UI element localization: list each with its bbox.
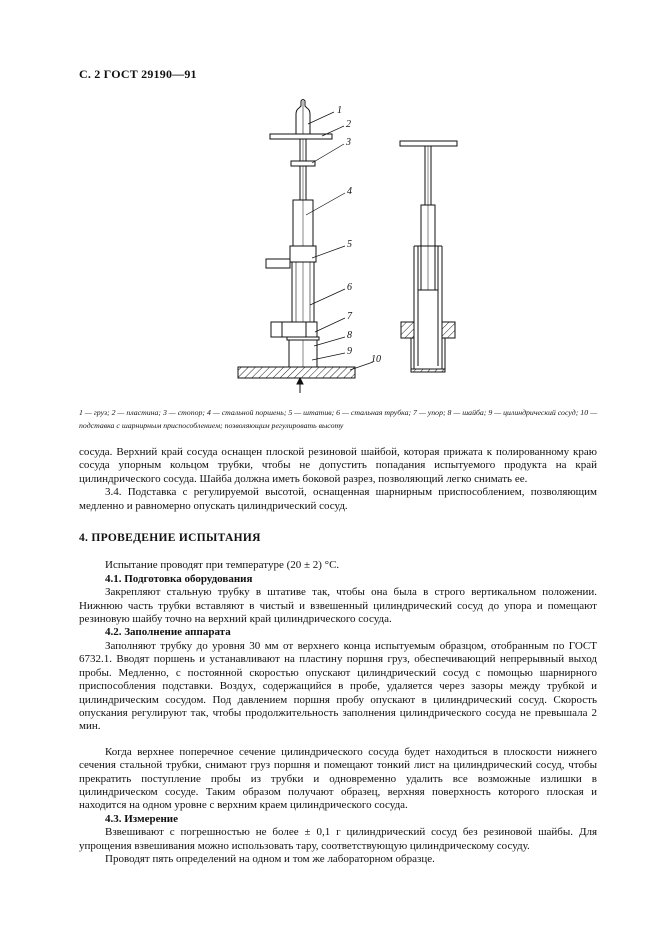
label-5: 5 [347,239,352,250]
subsection-4-1: 4.1. Подготовка оборудования [105,572,253,585]
label-10: 10 [371,354,381,365]
paragraph-4-2: Заполняют трубку до уровня 30 мм от верхнего конца испытуемым образцом, отобранным по ГОСТ 6732.1. Вводят поршень и устанавливают на пластину поршня груз, обеспечивающий непрерывный выход пробы. Медленно, с постоянной скоростью опускают цилиндрический сосуд с помощью шарнирного приспособления подставки. Воздух, содержащийся в пробе, удаляется через зазоры между трубкой и цилиндрическим сосудом. Под давлением поршня пробу опускают в цилиндрический сосуд. Скорость опускания регулируют так, чтобы продолжительность заполнения цилиндрического сосуда не превышала 2 мин. [79,639,597,733]
paragraph-1: сосуда. Верхний край сосуда оснащен плоской резиновой шайбой, которая прижата к полированному краю сосуда упорным кольцом трубки, чтобы не допустить попадания испытуемого продукта на край цилиндрического сосуда. Шайба должна иметь боковой разрез, позволяющий легко снимать ее. [79,446,597,485]
paragraph-4-3-b: Проводят пять определений на одном и том же лабораторном образце. [105,852,435,865]
apparatus-left [238,100,355,394]
subsection-4-3: 4.3. Измерение [105,812,179,825]
paragraph-3-4: 3.4. Подставка с регулируемой высотой, оснащенная шарнирным приспособлением, позволяющим медленно и равномерно опускать цилиндрический сосуд. [79,486,597,512]
label-8: 8 [347,330,352,341]
leader-lines [306,112,373,370]
paragraph-4-2-b: Когда верхнее поперечное сечение цилиндрического сосуда будет находиться в плоскости нижнего сечения стальной трубки, снимают груз поршня и помещают тонкий лист на цилиндрический сосуд, чтобы прекратить поступление пробы из трубки и одновременно удалить все возможные излишки в цилиндрическом сосуде. Таким образом получают образец, верхняя поверхность которого плоская и находится на одном уровне с верхним краем цилиндрического сосуда. [79,745,597,812]
label-9: 9 [347,346,352,357]
subsection-4-2: 4.2. Заполнение аппарата [105,626,231,639]
body-text [79,446,597,866]
label-7: 7 [347,311,352,322]
label-1: 1 [337,105,342,116]
figure-caption: 1 — груз; 2 — пластина; 3 — стопор; 4 — стальной поршень; 5 — штатив; 6 — стальная трубка; 7 — упор; 8 — шайба; 9 — цилиндрический сосуд; 10 — подставка с шарнирным приспособлением; позволяющим регулировать высоту [79,408,597,430]
page-header: С. 2 ГОСТ 29190—91 [79,67,197,81]
label-6: 6 [347,282,352,293]
label-3: 3 [346,137,351,148]
paragraph-4-1: Закрепляют стальную трубку в штативе так, чтобы она была в строго вертикальном положении. Нижнюю часть трубки вставляют в чистый и взвешенный цилиндрический сосуд до упора и помещают резиновую шайбу точно на верхний край цилиндрического сосуда. [79,586,597,626]
paragraph-temperature: Испытание проводят при температуре (20 ± 2) °С. [105,559,340,572]
apparatus-figure [0,0,661,400]
apparatus-right [400,141,457,372]
label-2: 2 [346,119,351,130]
label-4: 4 [347,186,352,197]
section-title: 4. ПРОВЕДЕНИЕ ИСПЫТАНИЯ [79,532,261,545]
paragraph-4-3: Взвешивают с погрешностью не более ± 0,1 г цилиндрический сосуд без резиновой шайбы. Для упрощения взвешивания можно использовать тару, соответствующую цилиндрическому сосуду. [79,826,597,852]
